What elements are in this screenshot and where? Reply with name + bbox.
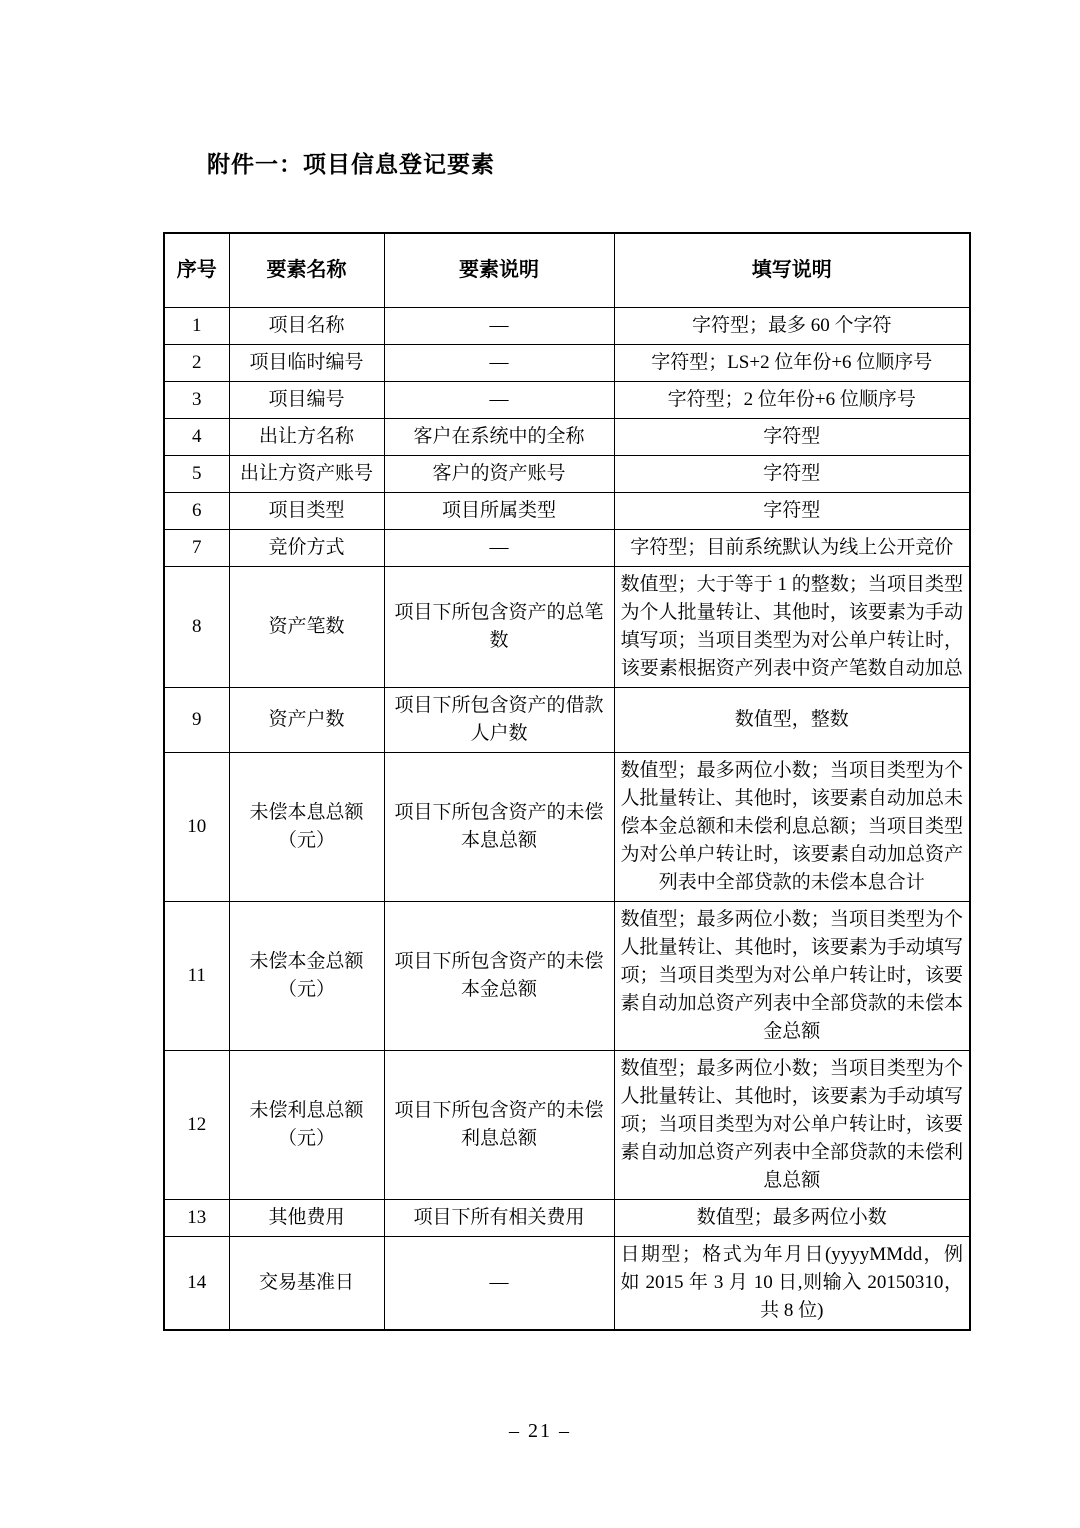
cell-element-description: 项目下所包含资产的总笔数 — [384, 566, 614, 687]
cell-serial-number: 5 — [164, 455, 229, 492]
cell-filling-instructions: 字符型；LS+2 位年份+6 位顺序号 — [614, 344, 970, 381]
cell-serial-number: 7 — [164, 529, 229, 566]
table-row — [164, 418, 970, 455]
table-row — [164, 752, 970, 901]
cell-element-description: 项目所属类型 — [384, 492, 614, 529]
table-row — [164, 687, 970, 752]
cell-element-description: 项目下所包含资产的未偿利息总额 — [384, 1050, 614, 1199]
table-row — [164, 529, 970, 566]
cell-element-description: — — [384, 381, 614, 418]
cell-serial-number: 4 — [164, 418, 229, 455]
cell-element-description: 项目下所包含资产的未偿本金总额 — [384, 901, 614, 1050]
cell-serial-number: 14 — [164, 1236, 229, 1330]
table-row — [164, 455, 970, 492]
cell-element-name: 竞价方式 — [229, 529, 384, 566]
cell-filling-instructions: 字符型 — [614, 418, 970, 455]
cell-serial-number: 8 — [164, 566, 229, 687]
cell-element-description: 客户在系统中的全称 — [384, 418, 614, 455]
cell-serial-number: 2 — [164, 344, 229, 381]
cell-element-description: 项目下所有相关费用 — [384, 1199, 614, 1236]
cell-element-name: 资产户数 — [229, 687, 384, 752]
cell-serial-number: 3 — [164, 381, 229, 418]
cell-element-description: 项目下所包含资产的未偿本息总额 — [384, 752, 614, 901]
cell-filling-instructions: 日期型；格式为年月日(yyyyMMdd，例如 2015 年 3 月 10 日,则输入 20150310，共 8 位) — [614, 1236, 970, 1330]
table-row — [164, 1050, 970, 1199]
cell-filling-instructions: 字符型；最多 60 个字符 — [614, 307, 970, 344]
cell-element-description: — — [384, 529, 614, 566]
cell-serial-number: 11 — [164, 901, 229, 1050]
cell-element-description: — — [384, 344, 614, 381]
table-row — [164, 566, 970, 687]
cell-filling-instructions: 数值型，整数 — [614, 687, 970, 752]
cell-element-name: 资产笔数 — [229, 566, 384, 687]
cell-element-description: 客户的资产账号 — [384, 455, 614, 492]
cell-serial-number: 10 — [164, 752, 229, 901]
cell-element-name: 未偿本息总额（元） — [229, 752, 384, 901]
cell-filling-instructions: 数值型；最多两位小数 — [614, 1199, 970, 1236]
cell-element-name: 未偿利息总额（元） — [229, 1050, 384, 1199]
cell-element-name: 交易基准日 — [229, 1236, 384, 1330]
header-filling-instructions: 填写说明 — [614, 233, 970, 307]
cell-element-name: 未偿本金总额（元） — [229, 901, 384, 1050]
table-row — [164, 1199, 970, 1236]
header-element-description: 要素说明 — [384, 233, 614, 307]
cell-element-description: — — [384, 1236, 614, 1330]
cell-element-name: 项目类型 — [229, 492, 384, 529]
cell-serial-number: 1 — [164, 307, 229, 344]
cell-filling-instructions: 字符型；2 位年份+6 位顺序号 — [614, 381, 970, 418]
table-row — [164, 381, 970, 418]
page-number: – 21 – — [509, 1420, 571, 1442]
table-row — [164, 307, 970, 344]
cell-element-name: 其他费用 — [229, 1199, 384, 1236]
cell-element-name: 出让方名称 — [229, 418, 384, 455]
cell-element-name: 项目临时编号 — [229, 344, 384, 381]
cell-filling-instructions: 字符型 — [614, 492, 970, 529]
cell-element-name: 项目名称 — [229, 307, 384, 344]
cell-filling-instructions: 数值型；最多两位小数；当项目类型为个人批量转让、其他时，该要素为手动填写项；当项目类型为对公单户转让时，该要素自动加总资产列表中全部贷款的未偿本金总额 — [614, 901, 970, 1050]
header-element-name: 要素名称 — [229, 233, 384, 307]
cell-serial-number: 9 — [164, 687, 229, 752]
cell-filling-instructions: 字符型；目前系统默认为线上公开竞价 — [614, 529, 970, 566]
table-header-row — [164, 233, 970, 307]
cell-filling-instructions: 数值型；最多两位小数；当项目类型为个人批量转让、其他时，该要素自动加总未偿本金总额和未偿利息总额；当项目类型为对公单户转让时，该要素自动加总资产列表中全部贷款的未偿本息合计 — [614, 752, 970, 901]
cell-filling-instructions: 数值型；大于等于 1 的整数；当项目类型为个人批量转让、其他时，该要素为手动填写项；当项目类型为对公单户转让时，该要素根据资产列表中资产笔数自动加总 — [614, 566, 970, 687]
cell-serial-number: 12 — [164, 1050, 229, 1199]
elements-table — [163, 232, 971, 1331]
table-row — [164, 344, 970, 381]
table-row — [164, 492, 970, 529]
page-title: 附件一：项目信息登记要素 — [207, 151, 495, 177]
cell-element-description: 项目下所包含资产的借款人户数 — [384, 687, 614, 752]
cell-element-name: 出让方资产账号 — [229, 455, 384, 492]
cell-element-name: 项目编号 — [229, 381, 384, 418]
cell-filling-instructions: 数值型；最多两位小数；当项目类型为个人批量转让、其他时，该要素为手动填写项；当项目类型为对公单户转让时，该要素自动加总资产列表中全部贷款的未偿利息总额 — [614, 1050, 970, 1199]
table-row — [164, 901, 970, 1050]
table-row — [164, 1236, 970, 1330]
table-body — [164, 307, 970, 1330]
header-serial-number: 序号 — [164, 233, 229, 307]
cell-serial-number: 13 — [164, 1199, 229, 1236]
cell-filling-instructions: 字符型 — [614, 455, 970, 492]
cell-element-description: — — [384, 307, 614, 344]
cell-serial-number: 6 — [164, 492, 229, 529]
